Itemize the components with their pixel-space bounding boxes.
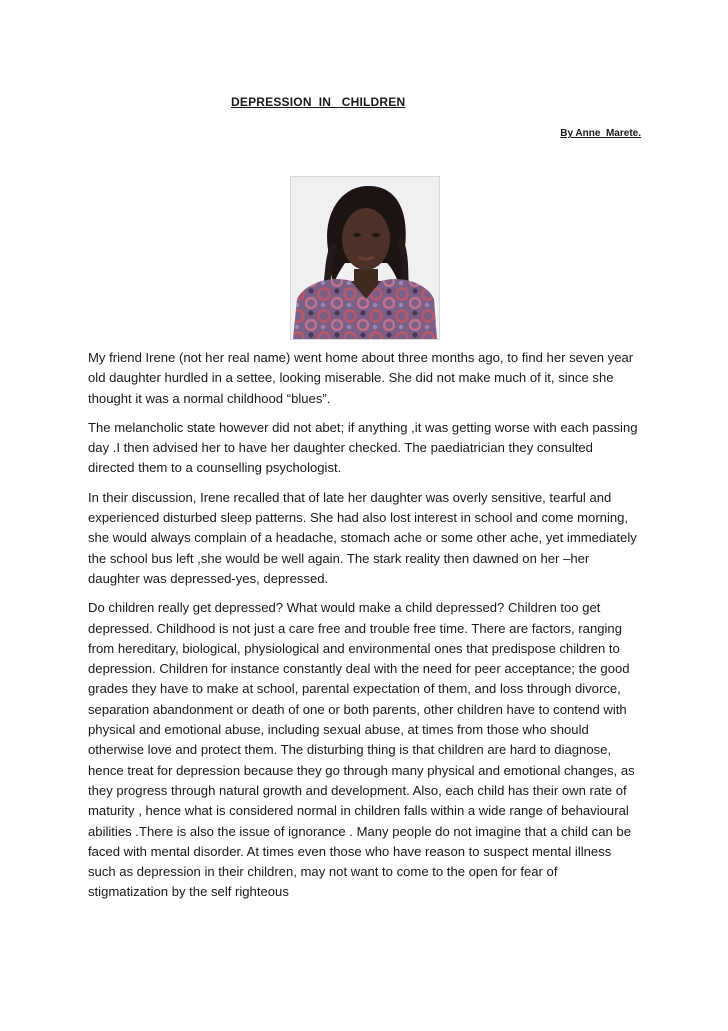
paragraph: The melancholic state however did not abet; if anything ,it was getting worse with each passing day .I then advised her to have her daughter checked. The paediatrician they consulted directed them to a counselling psychologist. xyxy=(88,419,638,476)
paragraph: In their discussion, Irene recalled that of late her daughter was overly sensitive, tearful and experienced disturbed sleep patterns. She had also lost interest in school and come morning, she would always complain of a headache, stomach ache or some other ache, yet immediately the school bus left ,she would be well again. The stark reality then dawned on her –her daughter was depressed-yes, depressed. xyxy=(88,489,637,586)
portrait-photo-icon xyxy=(291,177,439,339)
paragraph: Do children really get depressed? What would make a child depressed? Children too get depressed. Childhood is not just a care free and trouble free time. There are factors, ranging from hereditary, biological, physiological and environmental ones that predispose children to depression. Children for instance constantly deal with the need for peer acceptance; the good grades they have to make at school, parental expectation of them, and loss through divorce, separation abandonment or death of one or both parents, other children have to contend with physical and emotional abuse, including sexual abuse, at times from those who should otherwise love and protect them. The disturbing thing is that children are hard to diagnose, hence treat for depression because they go through many physical and emotional changes, as they progress through natural growth and development. Also, each child has their own rate of maturity , hence what is considered normal in children falls within a wide range of behavioural abilities .There is also the issue of ignorance . Many people do not imagine that a child can be faced with mental disorder. At times even those who have reason to suspect mental illness such as depression in their children, may not want to come to the open for fear of stigmatization by the self righteous xyxy=(88,600,635,900)
author-byline: By Anne Marete. xyxy=(560,128,641,139)
article-title: DEPRESSION IN CHILDREN xyxy=(231,95,406,109)
article-body xyxy=(88,348,640,912)
paragraph: My friend Irene (not her real name) went home about three months ago, to find her seven year old daughter hurdled in a settee, looking miserable. She did not make much of it, since she thought it was a normal childhood “blues”. xyxy=(88,350,634,406)
author-photo xyxy=(290,176,440,340)
